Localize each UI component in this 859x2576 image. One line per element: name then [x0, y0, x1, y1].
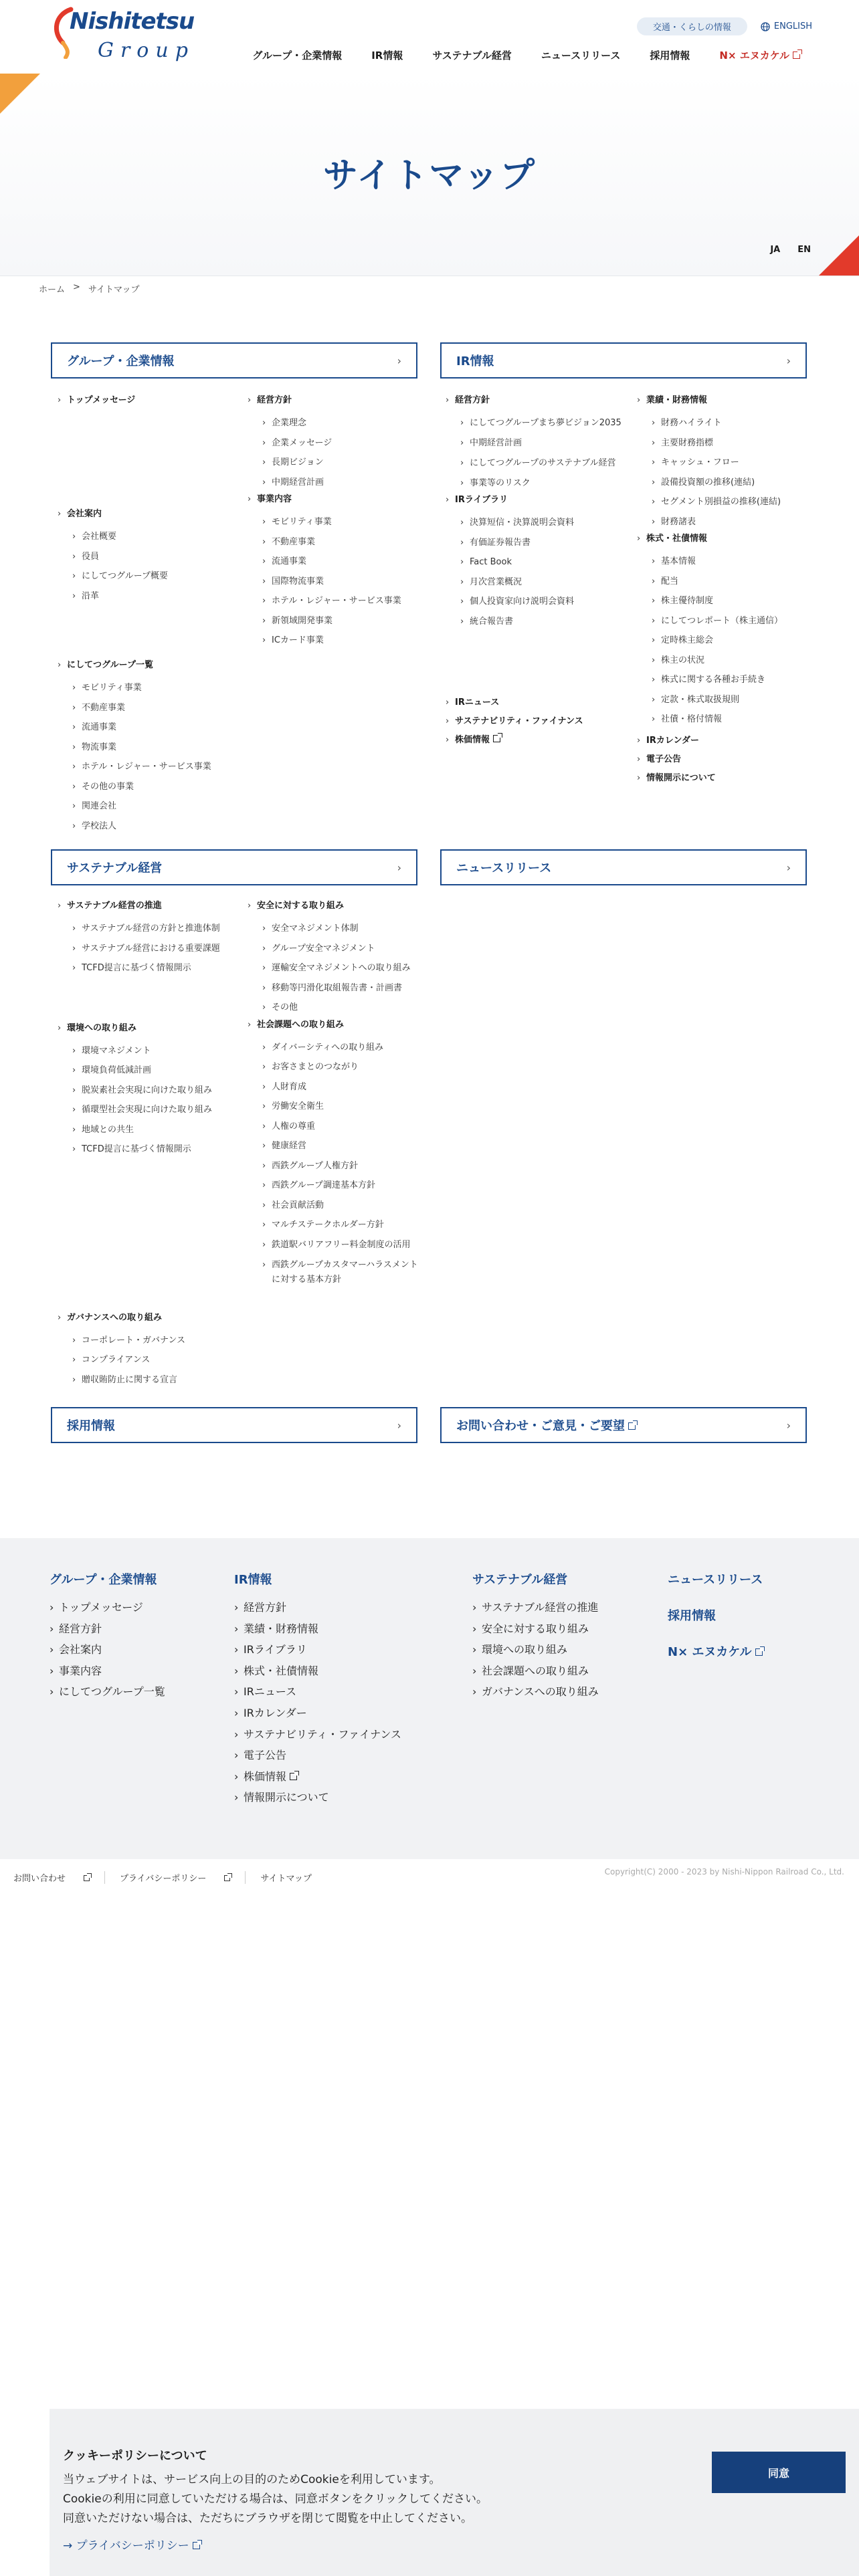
stock-price-label: 株価情報 — [455, 735, 490, 745]
footer-link[interactable]: › 業績・財務情報 — [234, 1618, 401, 1640]
lang-ja[interactable]: JA — [770, 245, 781, 255]
footer-link[interactable]: › 電子公告 — [234, 1745, 401, 1766]
sitemap-link[interactable]: › 企業メッセージ — [248, 433, 435, 453]
external-link-icon — [793, 51, 800, 59]
nav-recruit[interactable]: 採用情報 — [650, 49, 690, 62]
nav-sustainability[interactable]: サステナブル経営 — [432, 49, 512, 62]
sitemap-link[interactable]: › 配当 — [637, 572, 824, 592]
lang-en[interactable]: EN — [797, 245, 811, 255]
sitemap-heading[interactable]: › IRニュース — [446, 695, 633, 710]
globe-icon — [761, 22, 770, 31]
sitemap-link[interactable]: › にしてつグループまち夢ビジョン2035 — [446, 413, 633, 433]
section-contact-link[interactable] — [440, 1407, 807, 1443]
external-link-icon — [84, 1875, 90, 1881]
english-link[interactable] — [761, 21, 812, 31]
sitemap-link[interactable]: › 財務諸表 — [637, 512, 824, 532]
sustainability-column-1 — [58, 899, 245, 1390]
bottom-links — [13, 1871, 326, 1884]
footer-link[interactable]: › 経営方針 — [50, 1618, 165, 1640]
external-link-icon — [493, 735, 500, 742]
sitemap-link[interactable]: › 流通事業 — [248, 552, 435, 572]
sitemap-link[interactable]: › 中期経営計画 — [446, 433, 633, 453]
section-sustainability-title: サステナブル経営 — [67, 861, 163, 875]
english-label: ENGLISH — [773, 21, 812, 31]
section-group-title: グループ・企業情報 — [67, 354, 175, 368]
sitemap-link[interactable]: › ダイバーシティへの取り組み — [248, 1038, 424, 1058]
sitemap-link[interactable]: › 西鉄グループ調達基本方針 — [248, 1176, 424, 1196]
footer-stock-label: 株価情報 — [244, 1769, 287, 1783]
footer-recruit-link[interactable]: 採用情報 — [668, 1609, 716, 1623]
logo-subtext: Group — [98, 39, 195, 62]
sitemap-link[interactable]: › 学校法人 — [58, 817, 245, 837]
nav-ir[interactable]: IR情報 — [371, 49, 403, 62]
sitemap-link[interactable]: › コンプライアンス — [58, 1350, 245, 1370]
orange-corner-decoration — [0, 74, 40, 114]
footer-link[interactable]: › 事業内容 — [50, 1660, 165, 1682]
chevron-right-icon: › — [786, 354, 791, 367]
external-link-icon — [290, 1773, 297, 1780]
sitemap-link[interactable]: › 贈収賄防止に関する宣言 — [58, 1370, 245, 1390]
sustainability-column-2 — [248, 899, 424, 1290]
sitemap-link[interactable]: › 沿革 — [58, 586, 245, 607]
global-nav — [252, 48, 800, 62]
sitemap-link[interactable]: › Fact Book — [446, 552, 633, 572]
bottom-contact-label: お問い合わせ — [13, 1874, 66, 1884]
sitemap-link[interactable]: › 個人投資家向け説明会資料 — [446, 592, 633, 612]
sitemap-link[interactable]: › 物流事業 — [58, 738, 245, 758]
bottom-privacy-link[interactable] — [104, 1871, 245, 1884]
chevron-right-icon: › — [397, 1418, 401, 1432]
sitemap-link[interactable]: › キャッシュ・フロー — [637, 453, 824, 473]
footer-link[interactable]: › 情報開示について — [234, 1787, 401, 1808]
section-ir-link[interactable] — [440, 342, 807, 379]
section-news-link[interactable] — [440, 849, 807, 885]
sitemap-link[interactable]: › 新領域開発事業 — [248, 611, 435, 631]
sitemap-link[interactable]: › 労働安全衛生 — [248, 1097, 424, 1117]
footer-link[interactable]: › 株式・社債情報 — [234, 1660, 401, 1682]
arrow-right-icon: → — [63, 2539, 76, 2553]
sitemap-heading[interactable]: › 株式・社債情報 — [637, 532, 824, 546]
cookie-privacy-label: プライバシーポリシー — [76, 2539, 189, 2553]
cookie-line: 当ウェブサイトは、サービス向上の目的のためCookieを利用しています。 — [63, 2473, 441, 2486]
sitemap-link[interactable]: › セグメント別損益の推移(連結) — [637, 492, 824, 512]
footer-link[interactable]: › 安全に対する取り組み — [472, 1618, 599, 1640]
sitemap-link[interactable]: › TCFD提言に基づく情報開示 — [58, 958, 245, 978]
sitemap-link[interactable]: › マルチステークホルダー方針 — [248, 1215, 424, 1235]
site-header — [0, 0, 859, 74]
footer-link[interactable]: › サステナブル経営の推進 — [472, 1597, 599, 1618]
breadcrumb — [39, 282, 140, 295]
sitemap-heading[interactable]: › 電子公告 — [637, 752, 824, 767]
footer-link[interactable]: › 環境への取り組み — [472, 1639, 599, 1660]
sitemap-link[interactable]: › サステナブル経営における重要課題 — [58, 939, 245, 959]
group-column-1 — [58, 393, 245, 836]
sitemap-link[interactable]: › ICカード事業 — [248, 631, 435, 651]
footer-stock-link[interactable] — [234, 1766, 401, 1788]
sitemap-link[interactable]: › 財務ハイライト — [637, 413, 824, 433]
sitemap-link[interactable]: › 社債・格付情報 — [637, 710, 824, 730]
cookie-privacy-link[interactable] — [63, 2536, 200, 2553]
traffic-info-link[interactable]: 交通・くらしの情報 — [637, 17, 747, 35]
external-link-icon — [224, 1875, 230, 1881]
sitemap-link[interactable]: › 安全マネジメント体制 — [248, 919, 424, 939]
footer-other-column — [668, 1570, 763, 1679]
sitemap-heading[interactable]: › 安全に対する取り組み — [248, 899, 424, 914]
sitemap-link[interactable]: › 環境負荷低減計画 — [58, 1061, 245, 1081]
sitemap-link[interactable]: › 株主優待制度 — [637, 591, 824, 611]
external-link-icon — [628, 1422, 636, 1430]
language-switch — [770, 245, 811, 255]
sitemap-link[interactable]: › 人財育成 — [248, 1077, 424, 1097]
logo-text: Nishitetsu — [70, 8, 195, 35]
footer-link[interactable]: › IRカレンダー — [234, 1703, 401, 1724]
bottom-privacy-label: プライバシーポリシー — [120, 1874, 207, 1884]
cookie-body — [63, 2470, 611, 2529]
sitemap-link[interactable]: › 中期経営計画 — [248, 473, 435, 493]
sitemap-link[interactable]: › 人権の尊重 — [248, 1117, 424, 1137]
cookie-title: クッキーポリシーについて — [63, 2449, 207, 2463]
chevron-right-icon: › — [397, 861, 401, 874]
footer-link[interactable]: › サステナビリティ・ファイナンス — [234, 1724, 401, 1745]
bottom-contact-link[interactable] — [13, 1871, 104, 1884]
footer-link[interactable]: › IRライブラリ — [234, 1639, 401, 1660]
sitemap-link[interactable]: › 株主の状況 — [637, 651, 824, 671]
sitemap-link[interactable]: › 長期ビジョン — [248, 453, 435, 473]
sitemap-link[interactable]: › にしてつグループのサステナブル経営 — [446, 453, 633, 473]
sitemap-heading[interactable]: › サステナビリティ・ファイナンス — [446, 714, 633, 729]
sitemap-link[interactable]: › お客さまとのつながり — [248, 1057, 424, 1077]
section-recruit-title: 採用情報 — [67, 1419, 115, 1433]
page-title: サイトマップ — [322, 156, 537, 196]
sitemap-link[interactable]: › コーポレート・ガバナンス — [58, 1331, 245, 1351]
sitemap-link[interactable]: › 設備投資額の推移(連結) — [637, 473, 824, 493]
external-link-icon — [193, 2542, 200, 2549]
footer-link[interactable]: › にしてつグループ一覧 — [50, 1681, 165, 1703]
footer-nx-link[interactable] — [668, 1642, 763, 1660]
sitemap-link[interactable]: › ホテル・レジャー・サービス事業 — [248, 591, 435, 611]
section-recruit-link[interactable] — [51, 1407, 417, 1443]
sitemap-link[interactable]: › 脱炭素社会実現に向けた取り組み — [58, 1081, 245, 1101]
sitemap-link[interactable]: › 地域との共生 — [58, 1120, 245, 1140]
sitemap-heading[interactable]: › トップメッセージ — [58, 393, 245, 408]
sitemap-link[interactable]: › サステナブル経営の方針と推進体制 — [58, 919, 245, 939]
sitemap-link[interactable]: › 健康経営 — [248, 1136, 424, 1156]
sitemap-link[interactable]: › モビリティ事業 — [58, 678, 245, 698]
sitemap-heading[interactable]: › 社会課題への取り組み — [248, 1018, 424, 1033]
sitemap-heading[interactable]: › 経営方針 — [248, 393, 435, 408]
nav-nx-label: N× エヌカケル — [719, 49, 789, 62]
section-news-title: ニュースリリース — [456, 861, 552, 875]
sitemap-link[interactable]: › 有価証券報告書 — [446, 533, 633, 553]
group-column-2 — [248, 393, 435, 651]
sitemap-link[interactable]: › 循環型社会実現に向けた取り組み — [58, 1100, 245, 1120]
footer-group-column — [50, 1570, 165, 1703]
sitemap-link[interactable]: › 基本情報 — [637, 552, 824, 572]
footer-link[interactable]: › IRニュース — [234, 1681, 401, 1703]
section-ir-title: IR情報 — [456, 354, 494, 368]
chevron-right-icon: › — [397, 354, 401, 367]
sitemap-heading[interactable]: › 環境への取り組み — [58, 1021, 245, 1036]
footer-heading[interactable]: グループ・企業情報 — [50, 1573, 157, 1587]
footer-ir-column — [234, 1570, 401, 1808]
section-sustainability-link[interactable] — [51, 849, 417, 885]
copyright: Copyright(C) 2000 - 2023 by Nishi-Nippon Railroad Co., Ltd. — [604, 1867, 844, 1876]
utility-nav — [637, 17, 812, 35]
footer-heading[interactable]: IR情報 — [234, 1573, 272, 1587]
sitemap-link[interactable]: › 事業等のリスク — [446, 473, 633, 494]
breadcrumb-current: サイトマップ — [88, 285, 140, 295]
sitemap-link[interactable]: › TCFD提言に基づく情報開示 — [58, 1140, 245, 1160]
sitemap-link[interactable]: › 移動等円滑化取組報告書・計画書 — [248, 978, 424, 998]
footer-heading[interactable]: サステナブル経営 — [472, 1573, 568, 1587]
footer-news-link[interactable]: ニュースリリース — [668, 1573, 763, 1587]
sitemap-link[interactable]: › 決算短信・決算説明会資料 — [446, 513, 633, 533]
nav-news[interactable]: ニュースリリース — [541, 49, 621, 62]
sitemap-link[interactable]: › 定時株主総会 — [637, 631, 824, 651]
chevron-right-icon: › — [786, 861, 791, 874]
ir-column-1 — [446, 393, 633, 753]
sitemap-link[interactable]: › 月次営業概況 — [446, 572, 633, 593]
cookie-line: Cookieの利用に同意していただける場合は、同意ボタンをクリックしてください。 — [63, 2492, 488, 2506]
sitemap-link[interactable]: › 役員 — [58, 547, 245, 567]
breadcrumb-home[interactable]: ホーム — [39, 285, 66, 295]
sitemap-link[interactable]: › 不動産事業 — [248, 532, 435, 552]
sitemap-heading[interactable]: › 会社案内 — [58, 507, 245, 522]
sitemap-link[interactable]: › 流通事業 — [58, 718, 245, 738]
sitemap-link[interactable]: › 定款・株式取扱規則 — [637, 690, 824, 710]
sitemap-link[interactable]: › 運輸安全マネジメントへの取り組み — [248, 958, 424, 978]
sitemap-link[interactable]: › その他の事業 — [58, 777, 245, 797]
footer-link[interactable]: › 経営方針 — [234, 1597, 401, 1618]
sitemap-link[interactable]: › 西鉄グループ人権方針 — [248, 1156, 424, 1176]
sitemap-heading[interactable]: › 情報開示について — [637, 771, 824, 786]
footer-link[interactable]: › 会社案内 — [50, 1639, 165, 1660]
sitemap-link[interactable]: › 株式に関する各種お手続き — [637, 670, 824, 690]
chevron-right-icon: › — [786, 1418, 791, 1432]
nishitetsu-logo[interactable] — [50, 5, 195, 66]
sitemap-heading[interactable]: › にしてつグループ一覧 — [58, 658, 245, 673]
sitemap-link[interactable]: › にしてつレポート（株主通信） — [637, 611, 824, 631]
sitemap-link[interactable]: › 西鉄グループカスタマーハラスメントに対する基本方針 — [248, 1255, 424, 1290]
footer-nx-label: N× エヌカケル — [668, 1645, 752, 1659]
footer-link[interactable]: › トップメッセージ — [50, 1597, 165, 1618]
sitemap-link[interactable]: › 企業理念 — [248, 413, 435, 433]
sitemap-link[interactable]: › 国際物流事業 — [248, 572, 435, 592]
sitemap-link[interactable]: › 関連会社 — [58, 796, 245, 817]
cookie-line: 同意いただけない場合は、ただちにブラウザを閉じて閲覧を中止してください。 — [63, 2512, 472, 2525]
sitemap-link[interactable]: › 統合報告書 — [446, 612, 633, 632]
nav-nx[interactable] — [719, 48, 800, 62]
footer-link[interactable]: › 社会課題への取り組み — [472, 1660, 599, 1682]
sitemap-link[interactable]: › 会社概要 — [58, 527, 245, 547]
section-contact-label — [456, 1416, 636, 1434]
sitemap-heading[interactable]: › 事業内容 — [248, 492, 435, 507]
sitemap-link[interactable]: › ホテル・レジャー・サービス事業 — [58, 757, 245, 777]
breadcrumb-separator: > — [73, 282, 80, 292]
sitemap-link[interactable]: › 鉄道駅バリアフリー料金制度の活用 — [248, 1235, 424, 1255]
ir-column-2 — [637, 393, 824, 791]
sitemap-link[interactable]: › にしてつグループ概要 — [58, 566, 245, 586]
sitemap-link[interactable]: › 主要財務指標 — [637, 433, 824, 453]
stock-price-link[interactable] — [446, 733, 633, 748]
sitemap-heading[interactable]: › 業績・財務情報 — [637, 393, 824, 408]
sitemap-link[interactable]: › 社会貢献活動 — [248, 1196, 424, 1216]
sitemap-heading[interactable]: › IRカレンダー — [637, 734, 824, 748]
sitemap-heading[interactable]: › サステナブル経営の推進 — [58, 899, 245, 914]
section-contact-title: お問い合わせ・ご意見・ご要望 — [456, 1419, 625, 1433]
sitemap-link[interactable]: › モビリティ事業 — [248, 512, 435, 532]
sitemap-link[interactable]: › 環境マネジメント — [58, 1041, 245, 1061]
sitemap-heading[interactable]: › IRライブラリ — [446, 493, 633, 508]
external-link-icon — [755, 1648, 763, 1656]
sitemap-heading[interactable]: › ガバナンスへの取り組み — [58, 1311, 245, 1325]
nav-group[interactable]: グループ・企業情報 — [252, 49, 343, 62]
footer-link[interactable]: › ガバナンスへの取り組み — [472, 1681, 599, 1703]
sitemap-link[interactable]: › 不動産事業 — [58, 698, 245, 718]
red-corner-decoration — [819, 235, 859, 276]
footer-sustainability-column — [472, 1570, 599, 1703]
bottom-sitemap-link[interactable]: サイトマップ — [245, 1871, 326, 1884]
sitemap-link[interactable]: › その他 — [248, 998, 424, 1018]
sitemap-link[interactable]: › グループ安全マネジメント — [248, 939, 424, 959]
sitemap-heading[interactable]: › 経営方針 — [446, 393, 633, 408]
cookie-accept-button[interactable]: 同意 — [712, 2452, 846, 2493]
section-group-link[interactable] — [51, 342, 417, 379]
